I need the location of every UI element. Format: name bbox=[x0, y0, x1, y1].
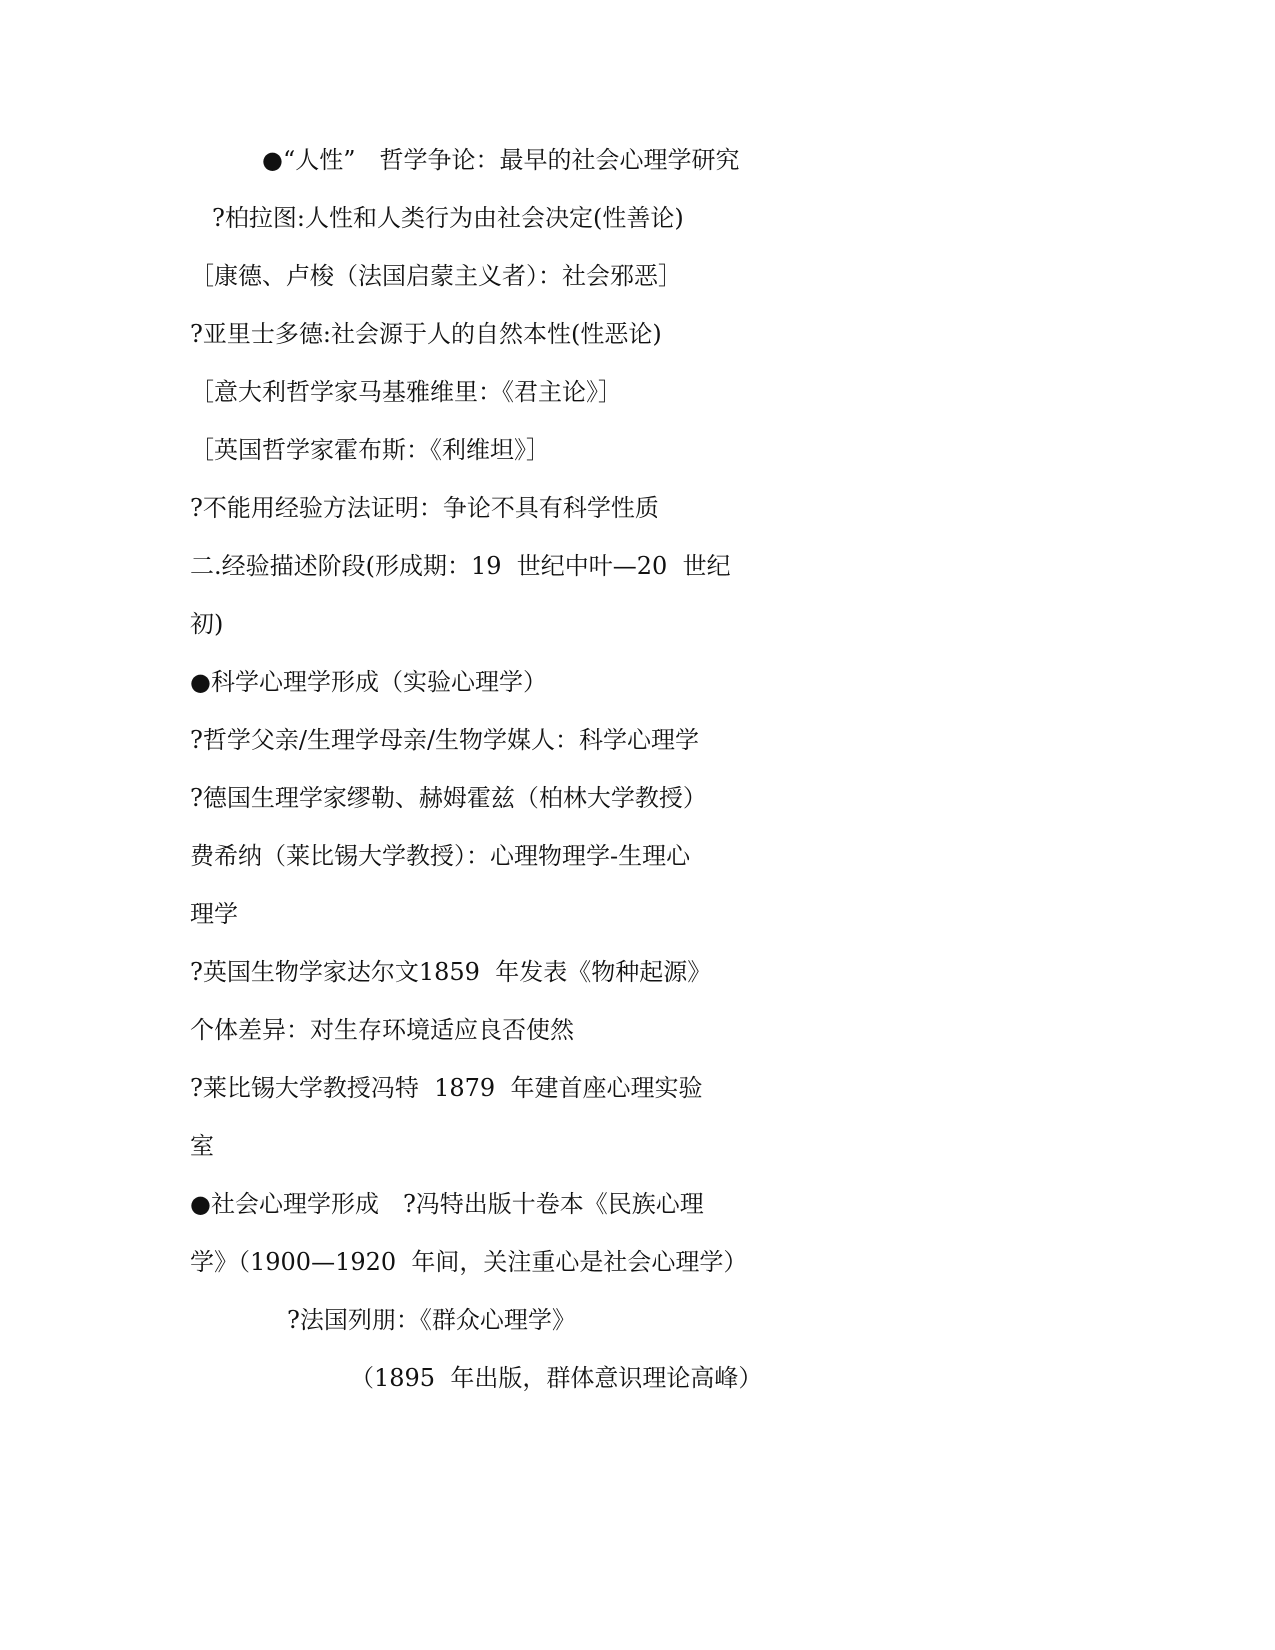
text-line-14: 理学 bbox=[190, 900, 238, 928]
text-line-20: 学》（1900—1920 年间，关注重心是社会心理学） bbox=[190, 1248, 748, 1276]
text-line-18: 室 bbox=[190, 1132, 214, 1160]
text-line-12: ?德国生理学家缪勒、赫姆霍兹（柏林大学教授） bbox=[190, 784, 707, 812]
text-line-5: ［意大利哲学家马基雅维里：《君主论》］ bbox=[190, 378, 622, 406]
text-line-10: ●科学心理学形成（实验心理学） bbox=[190, 668, 547, 696]
text-line-17: ?莱比锡大学教授冯特 1879 年建首座心理实验 bbox=[190, 1074, 703, 1102]
text-line-21: ?法国列朋：《群众心理学》 bbox=[287, 1306, 576, 1334]
text-line-3: ［康德、卢梭（法国启蒙主义者）：社会邪恶］ bbox=[190, 262, 682, 290]
text-line-16: 个体差异：对生存环境适应良否使然 bbox=[190, 1016, 574, 1044]
text-line-22: （1895 年出版，群体意识理论高峰） bbox=[350, 1364, 763, 1392]
text-line-15: ?英国生物学家达尔文1859 年发表《物种起源》 bbox=[190, 958, 712, 986]
text-line-7: ?不能用经验方法证明：争论不具有科学性质 bbox=[190, 494, 659, 522]
text-line-6: ［英国哲学家霍布斯：《利维坦》］ bbox=[190, 436, 550, 464]
text-line-13: 费希纳（莱比锡大学教授）：心理物理学-生理心 bbox=[190, 842, 691, 870]
text-line-19: ●社会心理学形成 ?冯特出版十卷本《民族心理 bbox=[190, 1190, 704, 1218]
text-line-8: 二.经验描述阶段(形成期：19 世纪中叶—20 世纪 bbox=[190, 552, 731, 580]
text-line-9: 初) bbox=[190, 610, 224, 638]
text-line-4: ?亚里士多德:社会源于人的自然本性(性恶论) bbox=[190, 320, 662, 348]
text-line-11: ?哲学父亲/生理学母亲/生物学媒人：科学心理学 bbox=[190, 726, 700, 754]
text-line-2: ?柏拉图:人性和人类行为由社会决定(性善论) bbox=[212, 204, 684, 232]
text-line-1: ●“人性” 哲学争论：最早的社会心理学研究 bbox=[262, 146, 740, 174]
